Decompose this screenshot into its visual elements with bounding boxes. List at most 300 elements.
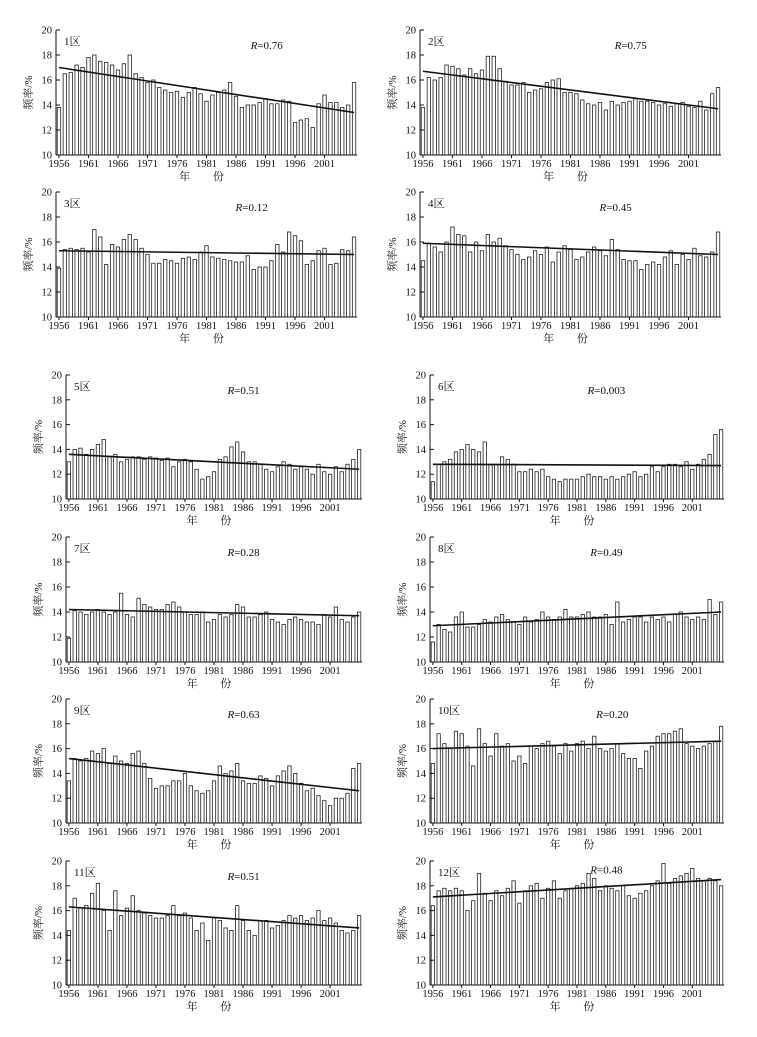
bar-1972 xyxy=(523,472,526,499)
bar-1962 xyxy=(466,444,469,499)
bar-1981 xyxy=(569,93,572,156)
x-tick-label: 1981 xyxy=(203,989,225,1000)
bar-2006 xyxy=(719,602,722,662)
bar-1993 xyxy=(282,921,285,985)
bar-1993 xyxy=(640,101,643,155)
y-tick-label: 14 xyxy=(415,607,426,619)
bar-1994 xyxy=(288,464,291,499)
bar-1991 xyxy=(264,99,267,155)
x-tick-label: 1966 xyxy=(107,321,129,332)
bar-1963 xyxy=(463,75,466,155)
bar-1976 xyxy=(183,913,186,985)
bar-1993 xyxy=(645,622,648,662)
x-tick-label: 1986 xyxy=(589,159,611,170)
bar-1961 xyxy=(96,883,99,985)
bar-1973 xyxy=(529,886,532,985)
y-tick-label: 16 xyxy=(405,75,416,87)
bar-1975 xyxy=(541,469,544,499)
x-tick-label: 1971 xyxy=(500,321,522,332)
bar-1959 xyxy=(439,252,442,317)
bar-1985 xyxy=(598,617,601,662)
bar-1963 xyxy=(99,61,102,155)
y-tick-label: 18 xyxy=(51,557,62,569)
bar-1986 xyxy=(241,781,244,823)
bar-2006 xyxy=(719,886,722,985)
y-tick-label: 18 xyxy=(51,719,62,731)
bar-1968 xyxy=(492,242,495,317)
bar-1982 xyxy=(581,741,584,823)
bar-1989 xyxy=(621,622,624,662)
chart-panel-2 xyxy=(385,26,721,184)
chart-panel-9 xyxy=(31,695,362,852)
bar-1973 xyxy=(166,605,169,663)
bar-1958 xyxy=(443,462,446,499)
bar-1961 xyxy=(451,227,454,317)
bar-1986 xyxy=(598,251,601,317)
bar-1973 xyxy=(158,88,161,156)
bar-1996 xyxy=(662,734,665,823)
x-tick-label: 1986 xyxy=(595,666,617,677)
bar-1970 xyxy=(148,916,151,985)
chart-panel-1 xyxy=(21,26,357,184)
bar-1959 xyxy=(449,632,452,662)
y-tick-label: 16 xyxy=(51,420,62,432)
bar-1975 xyxy=(177,916,180,985)
chart-panel-5 xyxy=(31,371,362,528)
bar-1956 xyxy=(67,462,70,499)
y-tick-label: 20 xyxy=(405,25,416,37)
bar-1999 xyxy=(679,612,682,662)
bar-2002 xyxy=(696,617,699,662)
x-tick-label: 1976 xyxy=(537,827,559,838)
bar-1980 xyxy=(207,940,210,985)
bar-1966 xyxy=(480,251,483,317)
bar-1989 xyxy=(259,615,262,663)
bar-1971 xyxy=(518,472,521,499)
bar-1958 xyxy=(443,744,446,823)
y-tick-label: 10 xyxy=(51,494,62,506)
bar-1962 xyxy=(466,746,469,823)
x-tick-label: 1996 xyxy=(652,666,674,677)
bar-2004 xyxy=(346,622,349,662)
x-tick-label: 1986 xyxy=(232,503,254,514)
bar-2004 xyxy=(341,108,344,156)
bar-1994 xyxy=(288,766,291,823)
x-tick-label: 1966 xyxy=(480,827,502,838)
bar-1983 xyxy=(217,93,220,156)
x-tick-label: 1961 xyxy=(451,503,473,514)
bar-2004 xyxy=(708,744,711,823)
x-tick-label: 1976 xyxy=(537,666,559,677)
correlation-value: =0.63 xyxy=(234,708,260,721)
bar-1968 xyxy=(137,751,140,823)
bar-1994 xyxy=(282,100,285,155)
x-tick-label: 1956 xyxy=(58,989,80,1000)
bar-2003 xyxy=(335,263,338,317)
y-tick-label: 10 xyxy=(51,980,62,992)
y-tick-label: 18 xyxy=(41,212,52,224)
bar-1995 xyxy=(294,617,297,662)
bar-1971 xyxy=(518,756,521,823)
bar-2000 xyxy=(317,251,320,317)
bar-1969 xyxy=(143,605,146,663)
y-tick-label: 14 xyxy=(51,444,62,456)
bar-1960 xyxy=(90,893,93,985)
x-tick-label: 1961 xyxy=(441,159,463,170)
bar-1962 xyxy=(466,911,469,985)
bar-1987 xyxy=(610,477,613,499)
bar-1998 xyxy=(311,622,314,662)
bar-1988 xyxy=(253,462,256,499)
region-label: 6区 xyxy=(438,381,455,393)
bar-1985 xyxy=(236,906,239,985)
bar-1968 xyxy=(137,598,140,662)
x-tick-label: 1961 xyxy=(77,321,99,332)
x-tick-label: 1981 xyxy=(566,989,588,1000)
bar-1984 xyxy=(222,90,225,155)
bar-1982 xyxy=(575,260,578,318)
bar-1989 xyxy=(616,250,619,318)
bar-1990 xyxy=(622,260,625,318)
x-tick-label: 1991 xyxy=(261,827,283,838)
bar-2003 xyxy=(699,256,702,317)
bar-1981 xyxy=(212,472,215,499)
x-axis-label: 年 份 xyxy=(186,515,242,527)
bar-1990 xyxy=(258,103,261,156)
x-tick-label: 1966 xyxy=(471,321,493,332)
bar-2006 xyxy=(352,83,355,156)
bar-1981 xyxy=(575,479,578,499)
region-label: 4区 xyxy=(428,198,445,210)
bar-2003 xyxy=(340,798,343,823)
bar-1957 xyxy=(437,625,440,663)
bar-1956 xyxy=(431,906,434,985)
bar-1974 xyxy=(527,93,530,156)
bar-1983 xyxy=(587,474,590,499)
bar-1997 xyxy=(305,791,308,823)
bar-1982 xyxy=(575,94,578,155)
region-label: 5区 xyxy=(74,381,91,393)
bar-1983 xyxy=(587,873,590,985)
bar-1996 xyxy=(662,467,665,499)
bar-1977 xyxy=(189,786,192,823)
region-label: 7区 xyxy=(74,543,91,555)
bar-1962 xyxy=(466,627,469,662)
bar-1997 xyxy=(668,464,671,499)
bar-2001 xyxy=(323,95,326,155)
bar-1975 xyxy=(177,607,180,662)
bar-1997 xyxy=(668,734,671,823)
bar-1960 xyxy=(454,731,457,823)
bar-1990 xyxy=(627,474,630,499)
bar-1999 xyxy=(317,625,320,663)
y-tick-label: 12 xyxy=(51,469,62,481)
y-tick-label: 10 xyxy=(415,818,426,830)
bar-1966 xyxy=(125,908,128,985)
bar-1960 xyxy=(445,242,448,317)
bar-1981 xyxy=(575,744,578,823)
x-tick-label: 1976 xyxy=(174,666,196,677)
bar-1975 xyxy=(541,744,544,823)
bar-2001 xyxy=(687,106,690,155)
chart-panel-12 xyxy=(395,857,724,1014)
x-tick-label: 1966 xyxy=(471,159,493,170)
x-tick-label: 1981 xyxy=(196,321,217,332)
bar-1963 xyxy=(99,237,102,317)
bar-1957 xyxy=(437,891,440,985)
x-tick-label: 1991 xyxy=(261,503,283,514)
y-tick-label: 16 xyxy=(51,744,62,756)
bar-1989 xyxy=(259,464,262,499)
bar-1985 xyxy=(592,105,595,155)
correlation-value: =0.49 xyxy=(597,547,623,559)
correlation-label xyxy=(235,202,268,214)
bar-2002 xyxy=(334,798,337,823)
y-axis-label: 频率/% xyxy=(387,75,399,110)
y-tick-label: 14 xyxy=(405,262,416,274)
bar-2000 xyxy=(685,462,688,499)
bar-1998 xyxy=(673,731,676,823)
bar-1975 xyxy=(541,612,544,662)
bar-1983 xyxy=(581,100,584,155)
bar-1998 xyxy=(311,474,314,499)
bar-1997 xyxy=(299,241,302,317)
y-axis-label: 频率/% xyxy=(33,419,45,455)
bar-1979 xyxy=(201,793,204,823)
bar-1984 xyxy=(586,104,589,155)
y-tick-label: 12 xyxy=(51,632,62,644)
correlation-label xyxy=(226,385,259,397)
bar-1993 xyxy=(282,462,285,499)
bar-1974 xyxy=(535,620,538,663)
bar-2001 xyxy=(328,806,331,823)
bar-2001 xyxy=(328,918,331,985)
bar-1984 xyxy=(222,260,225,318)
bar-2002 xyxy=(334,467,337,499)
bar-1976 xyxy=(175,263,178,317)
bar-1996 xyxy=(657,265,660,318)
bar-1956 xyxy=(431,642,434,662)
x-tick-label: 1971 xyxy=(500,159,522,170)
x-tick-label: 1966 xyxy=(116,666,138,677)
x-tick-label: 1986 xyxy=(589,321,611,332)
bar-1973 xyxy=(166,916,169,985)
bar-2005 xyxy=(714,741,717,823)
x-tick-label: 1991 xyxy=(255,159,277,170)
correlation-label xyxy=(595,709,629,721)
bar-1971 xyxy=(146,83,149,156)
bar-1982 xyxy=(218,921,221,985)
bar-1971 xyxy=(154,458,157,499)
bar-1982 xyxy=(581,615,584,663)
bar-1994 xyxy=(650,617,653,662)
bar-2004 xyxy=(346,933,349,985)
y-tick-label: 16 xyxy=(415,744,426,756)
bar-1992 xyxy=(270,261,273,317)
x-tick-label: 1986 xyxy=(225,321,247,332)
bar-1964 xyxy=(114,891,117,985)
bar-1996 xyxy=(299,783,302,823)
bar-1963 xyxy=(463,236,466,317)
bar-1958 xyxy=(79,908,82,985)
bar-1974 xyxy=(163,90,166,155)
bar-1960 xyxy=(90,449,93,499)
bar-1988 xyxy=(246,256,249,317)
trend-line xyxy=(69,610,359,616)
correlation-value: =0.45 xyxy=(606,202,632,214)
bar-1975 xyxy=(533,251,536,317)
x-axis-label: 年 份 xyxy=(549,1001,605,1013)
bar-1996 xyxy=(299,467,302,499)
bar-1956 xyxy=(67,638,70,662)
bar-1980 xyxy=(570,479,573,499)
y-tick-label: 12 xyxy=(41,287,52,299)
bar-1963 xyxy=(108,763,111,823)
bar-1975 xyxy=(177,462,180,499)
bar-1981 xyxy=(212,918,215,985)
bar-2004 xyxy=(708,600,711,663)
bar-2005 xyxy=(352,930,355,985)
bar-1965 xyxy=(119,916,122,985)
bar-1975 xyxy=(177,781,180,823)
x-tick-label: 1976 xyxy=(174,989,196,1000)
bar-2001 xyxy=(323,248,326,317)
y-tick-label: 18 xyxy=(415,881,426,893)
x-tick-label: 1966 xyxy=(107,159,129,170)
bar-1963 xyxy=(108,457,111,499)
bar-1986 xyxy=(234,262,237,317)
bar-1968 xyxy=(500,746,503,823)
region-label: 1区 xyxy=(64,36,81,48)
bar-2001 xyxy=(691,469,694,499)
bar-1977 xyxy=(545,247,548,317)
chart-panel-4 xyxy=(385,188,721,346)
bar-1968 xyxy=(492,56,495,155)
bar-1983 xyxy=(224,617,227,662)
bar-2002 xyxy=(693,248,696,317)
bar-1959 xyxy=(75,65,78,155)
correlation-value: =0.48 xyxy=(597,864,623,877)
x-tick-label: 2001 xyxy=(678,159,700,170)
bar-1998 xyxy=(673,878,676,985)
bar-1965 xyxy=(483,442,486,499)
bar-2004 xyxy=(346,793,349,823)
bar-1975 xyxy=(169,261,172,317)
y-tick-label: 20 xyxy=(51,532,62,544)
bar-1998 xyxy=(305,119,308,155)
correlation-symbol: R xyxy=(235,202,243,214)
y-tick-label: 20 xyxy=(415,370,426,382)
x-tick-label: 1981 xyxy=(566,666,588,677)
y-tick-label: 12 xyxy=(41,125,52,137)
y-tick-label: 10 xyxy=(415,980,426,992)
bar-1979 xyxy=(201,479,204,499)
bar-1956 xyxy=(431,482,434,499)
bar-1977 xyxy=(181,98,184,156)
bar-2006 xyxy=(719,430,722,499)
bar-1979 xyxy=(193,260,196,318)
correlation-value: =0.51 xyxy=(234,870,260,883)
bar-1970 xyxy=(504,246,507,317)
y-axis-label: 频率/% xyxy=(33,743,45,779)
bar-1962 xyxy=(457,69,460,155)
x-tick-label: 1981 xyxy=(560,159,581,170)
bar-1984 xyxy=(593,617,596,662)
x-tick-label: 1986 xyxy=(232,827,254,838)
region-label: 12区 xyxy=(438,867,460,879)
y-tick-label: 10 xyxy=(41,150,52,162)
bar-1982 xyxy=(211,95,214,155)
y-tick-label: 10 xyxy=(415,494,426,506)
x-tick-label: 1996 xyxy=(652,503,674,514)
bar-1990 xyxy=(627,896,630,985)
bar-1961 xyxy=(460,612,463,662)
bar-1964 xyxy=(114,756,117,823)
bar-2000 xyxy=(685,744,688,823)
x-axis-label: 年 份 xyxy=(179,171,234,183)
bar-1991 xyxy=(633,898,636,985)
bar-1988 xyxy=(253,935,256,985)
bar-1967 xyxy=(131,457,134,499)
x-tick-label: 1956 xyxy=(422,827,444,838)
bar-1991 xyxy=(628,101,631,155)
bar-1964 xyxy=(104,265,107,318)
bar-1980 xyxy=(207,477,210,499)
bar-1976 xyxy=(183,773,186,823)
x-tick-label: 1961 xyxy=(451,989,473,1000)
bar-1987 xyxy=(240,262,243,317)
bar-1998 xyxy=(669,106,672,155)
bar-1984 xyxy=(586,252,589,317)
bar-1992 xyxy=(276,925,279,985)
bar-1979 xyxy=(201,612,204,662)
x-tick-label: 1981 xyxy=(196,159,217,170)
bar-1965 xyxy=(483,744,486,823)
bar-1973 xyxy=(522,260,525,318)
bar-2001 xyxy=(328,617,331,662)
bar-1956 xyxy=(67,930,70,985)
bar-1995 xyxy=(656,736,659,823)
bar-2000 xyxy=(681,255,684,318)
x-tick-label: 1976 xyxy=(166,321,188,332)
bar-2003 xyxy=(699,101,702,155)
bar-1997 xyxy=(305,469,308,499)
bar-1999 xyxy=(317,911,320,985)
bar-1983 xyxy=(224,773,227,823)
x-tick-label: 2001 xyxy=(319,666,341,677)
bar-1972 xyxy=(160,918,163,985)
bar-1988 xyxy=(616,744,619,823)
y-tick-label: 16 xyxy=(415,906,426,918)
bar-1965 xyxy=(119,593,122,662)
bar-1963 xyxy=(472,627,475,662)
bar-1966 xyxy=(116,70,119,155)
bar-1991 xyxy=(633,759,636,823)
bar-2006 xyxy=(352,237,355,317)
bar-1962 xyxy=(102,911,105,985)
bar-1997 xyxy=(299,120,302,155)
bar-1979 xyxy=(564,479,567,499)
y-tick-label: 18 xyxy=(51,395,62,407)
y-tick-label: 16 xyxy=(41,75,52,87)
bar-2000 xyxy=(317,104,320,155)
bar-1959 xyxy=(85,454,88,499)
bar-1994 xyxy=(646,265,649,318)
x-tick-label: 1956 xyxy=(412,159,434,170)
bar-1999 xyxy=(675,104,678,155)
correlation-value: =0.51 xyxy=(234,384,260,397)
correlation-value: =0.28 xyxy=(234,547,260,559)
